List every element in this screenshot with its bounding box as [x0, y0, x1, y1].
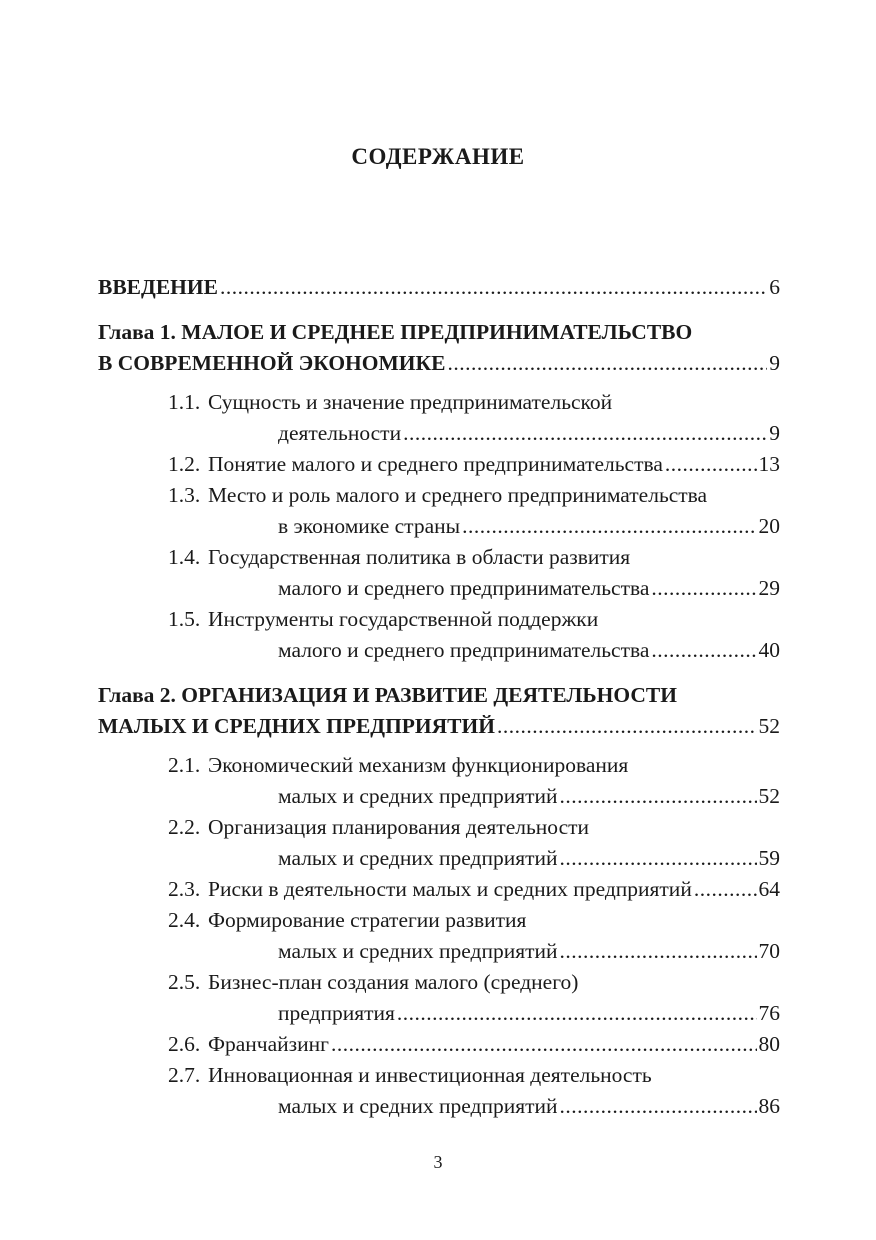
- toc-page-number: 80: [758, 1032, 780, 1056]
- section-number: 1.5.: [168, 607, 201, 631]
- chapter-title-line: В СОВРЕМЕННОЙ ЭКОНОМИКЕ: [98, 351, 446, 375]
- toc-section-2-1[interactable]: [98, 750, 780, 812]
- page-title: СОДЕРЖАНИЕ: [351, 144, 525, 169]
- toc-section-2-2[interactable]: [98, 812, 780, 874]
- section-title-line: Инструменты государственной поддержки: [208, 607, 599, 631]
- toc-page-number: 52: [758, 784, 780, 808]
- toc-page-number: 70: [758, 939, 780, 963]
- toc-section-group-2: [98, 750, 780, 1122]
- section-title-line: малого и среднего предпринимательства: [278, 576, 650, 600]
- section-number: 2.4.: [168, 908, 201, 932]
- section-number: 2.6.: [168, 1032, 201, 1056]
- leader-dots: [403, 418, 767, 449]
- toc-page-number: 13: [758, 452, 780, 476]
- section-title-line: Место и роль малого и среднего предпринимательства: [208, 483, 708, 507]
- section-number: 2.5.: [168, 970, 201, 994]
- chapter-title-line: МАЛЫХ И СРЕДНИХ ПРЕДПРИЯТИЙ: [98, 714, 495, 738]
- section-title-line: в экономике страны: [278, 514, 461, 538]
- toc-chapter-2[interactable]: [98, 680, 780, 742]
- section-title-line: Сущность и значение предпринимательской: [208, 390, 613, 414]
- toc-page-number: 59: [758, 846, 780, 870]
- section-number: 1.1.: [168, 390, 201, 414]
- leader-dots: [560, 781, 757, 812]
- section-number: 2.2.: [168, 815, 201, 839]
- toc-section-1-2[interactable]: [98, 449, 780, 480]
- section-title-line: Риски в деятельности малых и средних предприятий: [208, 877, 692, 901]
- section-title-line: Экономический механизм функционирования: [208, 753, 629, 777]
- leader-dots: [397, 998, 757, 1029]
- section-number: 2.7.: [168, 1063, 201, 1087]
- section-title-line: предприятия: [278, 1001, 395, 1025]
- leader-dots: [560, 936, 757, 967]
- toc-page-number: 86: [758, 1094, 780, 1118]
- section-title-line: малых и средних предприятий: [278, 784, 558, 808]
- section-title-line: малых и средних предприятий: [278, 1094, 558, 1118]
- toc-section-2-5[interactable]: [98, 967, 780, 1029]
- toc-section-2-7[interactable]: [98, 1060, 780, 1122]
- leader-dots: [497, 711, 757, 742]
- section-title-line: Инновационная и инвестиционная деятельность: [208, 1063, 652, 1087]
- toc-page-number: 6: [769, 275, 780, 299]
- toc-page-number: 20: [758, 514, 780, 538]
- toc-section-2-4[interactable]: [98, 905, 780, 967]
- toc-entry-intro[interactable]: [98, 272, 780, 303]
- section-title-line: Организация планирования деятельности: [208, 815, 590, 839]
- toc-page-number: 76: [758, 1001, 780, 1025]
- leader-dots: [331, 1029, 757, 1060]
- toc-chapter-1[interactable]: [98, 317, 780, 379]
- toc-page-number: 9: [769, 351, 780, 375]
- leader-dots: [220, 272, 767, 303]
- table-of-contents: [98, 272, 780, 1122]
- section-title-line: деятельности: [278, 421, 402, 445]
- section-title-line: малого и среднего предпринимательства: [278, 638, 650, 662]
- section-title-line: Государственная политика в области развития: [208, 545, 631, 569]
- section-number: 2.3.: [168, 877, 201, 901]
- leader-dots: [462, 511, 756, 542]
- toc-page-number: 64: [758, 877, 780, 901]
- section-number: 1.4.: [168, 545, 201, 569]
- toc-section-2-6[interactable]: [98, 1029, 780, 1060]
- toc-section-1-4[interactable]: [98, 542, 780, 604]
- section-title-line: Понятие малого и среднего предпринимательства: [208, 452, 663, 476]
- toc-page-number: 9: [769, 421, 780, 445]
- leader-dots: [447, 348, 767, 379]
- page-number: 3: [433, 1152, 443, 1172]
- toc-section-2-3[interactable]: [98, 874, 780, 905]
- toc-section-1-5[interactable]: [98, 604, 780, 666]
- section-number: 2.1.: [168, 753, 201, 777]
- section-number: 1.2.: [168, 452, 201, 476]
- section-title-line: малых и средних предприятий: [278, 939, 558, 963]
- leader-dots: [665, 449, 757, 480]
- leader-dots: [560, 843, 757, 874]
- chapter-title-line: Глава 1. МАЛОЕ И СРЕДНЕЕ ПРЕДПРИНИМАТЕЛЬСТВО: [98, 320, 693, 344]
- section-title-line: Франчайзинг: [208, 1032, 329, 1056]
- leader-dots: [694, 874, 757, 905]
- toc-section-1-3[interactable]: [98, 480, 780, 542]
- leader-dots: [560, 1091, 757, 1122]
- toc-page-number: 40: [758, 638, 780, 662]
- toc-page-number: 29: [758, 576, 780, 600]
- toc-entry-label: ВВЕДЕНИЕ: [98, 275, 218, 299]
- leader-dots: [651, 573, 756, 604]
- section-number: 1.3.: [168, 483, 201, 507]
- toc-section-1-1[interactable]: [98, 387, 780, 449]
- toc-section-group-1: [98, 387, 780, 666]
- section-title-line: малых и средних предприятий: [278, 846, 558, 870]
- chapter-title-line: Глава 2. ОРГАНИЗАЦИЯ И РАЗВИТИЕ ДЕЯТЕЛЬНОСТИ: [98, 683, 677, 707]
- leader-dots: [651, 635, 756, 666]
- section-title-line: Формирование стратегии развития: [208, 908, 527, 932]
- section-title-line: Бизнес-план создания малого (среднего): [208, 970, 579, 994]
- toc-page-number: 52: [758, 714, 780, 738]
